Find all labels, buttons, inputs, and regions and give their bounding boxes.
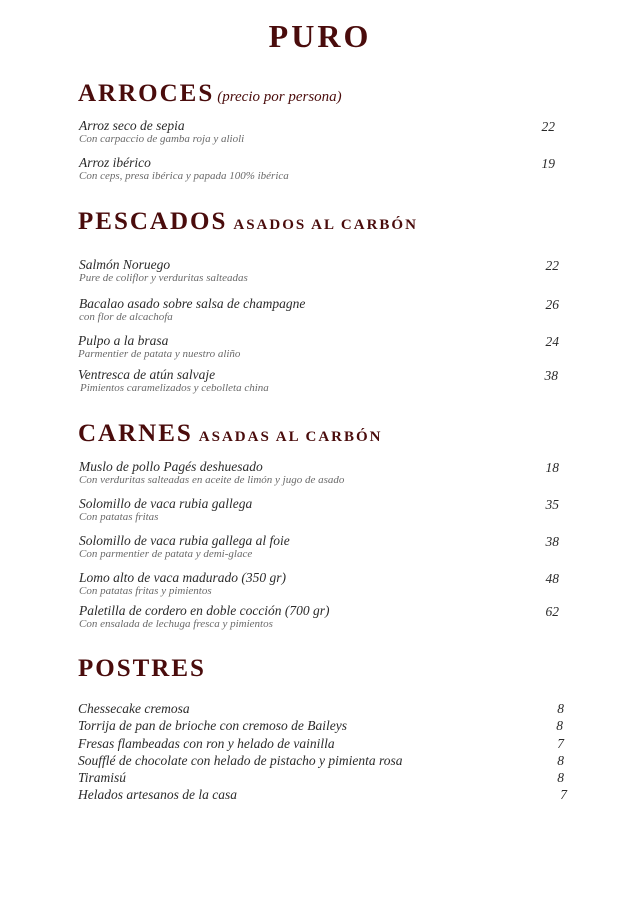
item-price: 8 [557,701,564,716]
item-name: Helados artesanos de la casa [78,787,237,802]
item-name: Bacalao asado sobre salsa de champagne [79,296,306,311]
menu-item [79,534,559,560]
section-heading-pescados [78,208,418,236]
item-description: Con patatas fritas y pimientos [79,585,212,597]
item-name: Paletilla de cordero en doble cocción (700 gr) [79,603,330,618]
item-description: con flor de alcachofa [79,311,173,323]
item-name: Tiramisú [78,770,127,785]
item-price: 19 [541,156,555,171]
item-description: Con ceps, presa ibérica y papada 100% ibérica [79,170,289,182]
menu-item [79,258,559,284]
section-subtitle: ASADOS AL CARBÓN [233,217,418,233]
menu-item [79,156,559,182]
item-description: Con ensalada de lechuga fresca y pimientos [79,618,273,630]
item-name: Solomillo de vaca rubia gallega al foie [79,533,290,548]
menu-item [79,571,559,597]
item-price: 8 [557,770,564,785]
item-description: Pure de coliflor y verduritas salteadas [79,272,248,284]
item-description: Parmentier de patata y nuestro aliño [78,348,241,360]
item-description: Con patatas fritas [79,511,159,523]
item-name: Pulpo a la brasa [78,333,169,348]
item-description: Con verduritas salteadas en aceite de limón y jugo de asado [79,474,345,486]
item-price: 18 [545,460,559,475]
menu-item [79,297,559,323]
item-price: 38 [544,368,558,383]
item-name: Lomo alto de vaca madurado (350 gr) [79,570,286,585]
menu-item [79,460,559,486]
menu-item [79,497,559,523]
item-description: Pimientos caramelizados y cebolleta china [80,382,269,394]
item-price: 22 [541,119,555,134]
item-price: 35 [545,497,559,512]
menu-item [79,119,559,145]
item-name: Arroz seco de sepia [79,118,185,133]
dessert-item [78,702,564,716]
item-price: 62 [545,604,559,619]
item-price: 38 [545,534,559,549]
item-name: Salmón Noruego [79,257,171,272]
section-heading-postres [78,655,206,683]
section-title: PESCADOS [78,208,228,235]
item-price: 22 [545,258,559,273]
item-price: 48 [545,571,559,586]
item-price: 24 [545,334,559,349]
item-name: Torrija de pan de brioche con cremoso de Baileys [78,718,347,733]
item-price: 7 [560,787,567,802]
item-description: Con parmentier de patata y demi-glace [79,548,253,560]
item-price: 7 [557,736,564,751]
section-heading-carnes [78,420,383,448]
section-title: ARROCES [78,80,215,107]
section-title: CARNES [78,420,193,447]
dessert-item [78,737,564,751]
menu-item [78,368,558,394]
item-name: Fresas flambeadas con ron y helado de vainilla [78,736,335,751]
section-subtitle: (precio por persona) [217,89,342,105]
item-name: Soufflé de chocolate con helado de pistacho y pimienta rosa [78,753,403,768]
item-price: 8 [556,718,563,733]
menu-item [79,604,559,630]
section-subtitle: ASADAS AL CARBÓN [198,429,383,445]
item-name: Solomillo de vaca rubia gallega [79,496,253,511]
item-name: Arroz ibérico [79,155,151,170]
section-heading-arroces [78,80,342,108]
item-name: Chessecake cremosa [78,701,190,716]
item-price: 26 [545,297,559,312]
item-description: Con carpaccio de gamba roja y alioli [79,133,245,145]
dessert-item [78,787,567,802]
menu-item [78,334,559,360]
restaurant-title: PURO [268,18,372,54]
item-price: 8 [557,753,564,768]
item-name: Muslo de pollo Pagés deshuesado [79,459,263,474]
dessert-item [78,754,564,768]
section-title: POSTRES [78,655,206,682]
dessert-item [78,771,564,785]
dessert-item [78,719,564,733]
item-name: Ventresca de atún salvaje [78,367,216,382]
